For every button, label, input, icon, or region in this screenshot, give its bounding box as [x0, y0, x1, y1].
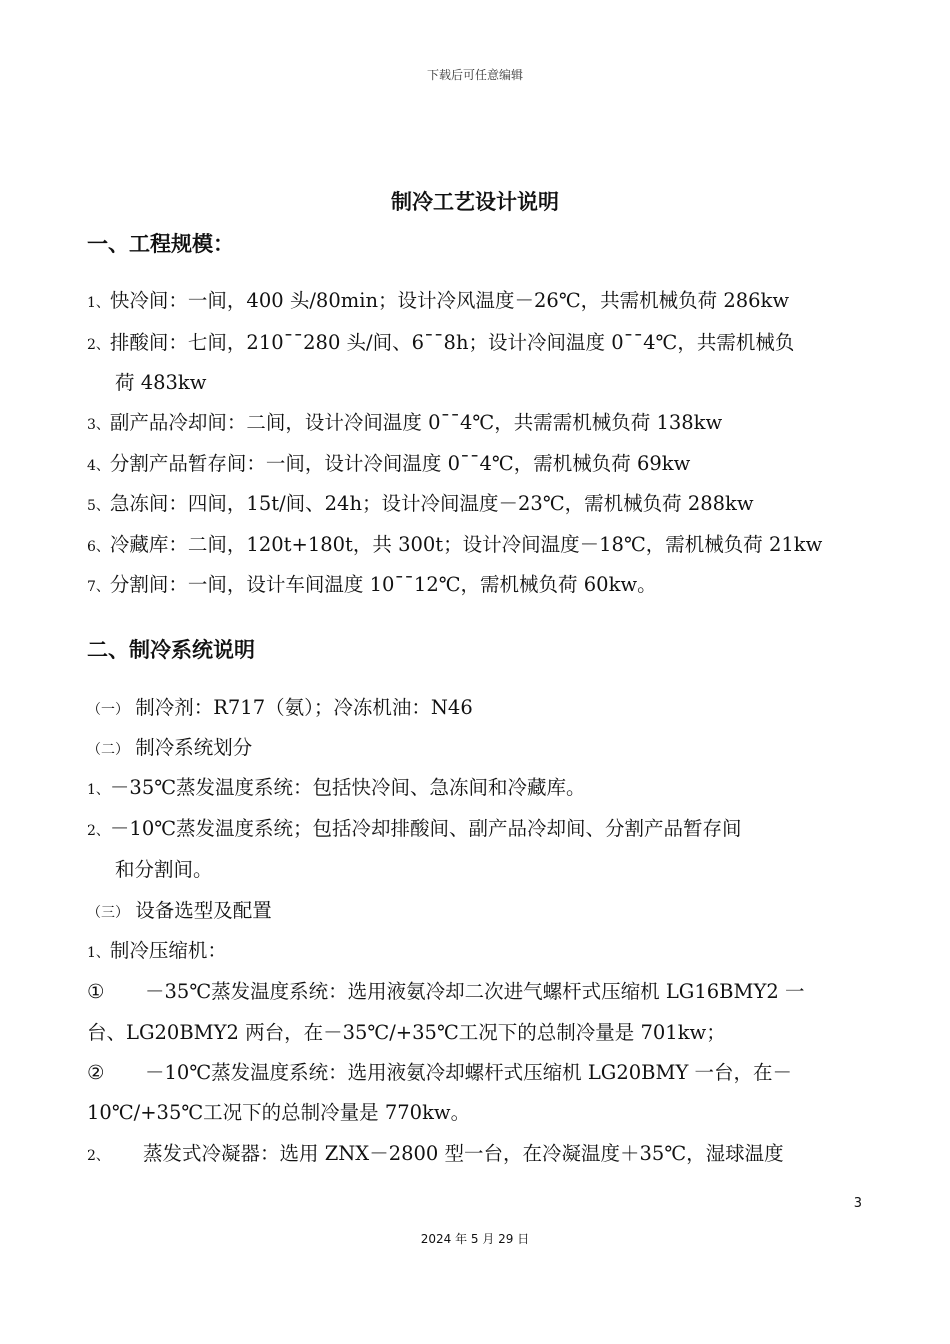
list-item [87, 531, 822, 561]
item-number: 2、 [87, 1148, 110, 1164]
section-heading-project-scale: 一、工程规模： [87, 232, 234, 256]
item-text: 快冷间：一间，400 头/80min；设计冷风温度－26℃，共需机械负荷 286kw [109, 289, 790, 312]
list-item [87, 287, 789, 317]
list-item [87, 329, 794, 359]
document-title: 制冷工艺设计说明 [391, 190, 559, 214]
circled-number: ① [87, 980, 105, 1003]
item-number: 1、 [87, 945, 110, 961]
item-continuation: 台、LG20BMY2 两台，在－35℃/+35℃工况下的总制冷量是 701kw； [87, 1021, 726, 1044]
subsection-number: （二） [87, 742, 129, 758]
subsection-refrigerant [87, 694, 473, 724]
item-number: 5、 [87, 498, 110, 514]
item-continuation: 和分割间。 [115, 858, 213, 881]
item-text: 排酸间：七间，210¯¯280 头/间、6¯¯8h；设计冷间温度 0¯¯4℃，共需机械负 [109, 331, 795, 354]
item-number: 4、 [87, 458, 110, 474]
subsection-number: （一） [87, 702, 129, 718]
item-text: 分割间：一间，设计车间温度 10¯¯12℃，需机械负荷 60kw。 [109, 573, 657, 596]
item-text: 蒸发式冷凝器：选用 ZNX－2800 型一台，在冷凝温度＋35℃，湿球温度 [143, 1142, 784, 1165]
list-item [87, 409, 722, 439]
footer-date: 2024 年 5 月 29 日 [420, 1232, 530, 1246]
list-item [87, 571, 657, 601]
section-heading-refrigeration-system: 二、制冷系统说明 [87, 638, 255, 662]
list-item [87, 490, 754, 520]
item-text: 急冻间：四间，15t/间、24h；设计冷间温度－23℃，需机械负荷 288kw [109, 492, 754, 515]
subsection-text: 设备选型及配置 [135, 899, 272, 922]
item-text: 制冷压缩机： [109, 939, 227, 962]
subsection-text: 制冷系统划分 [135, 736, 253, 759]
item-continuation: 10℃/+35℃工况下的总制冷量是 770kw。 [87, 1101, 471, 1124]
list-item [87, 450, 690, 480]
list-item [87, 815, 742, 845]
item-number: 1、 [87, 295, 110, 311]
item-text: －10℃蒸发温度系统；包括冷却排酸间、副产品冷却间、分割产品暂存间 [109, 817, 742, 840]
subsection-system-division [87, 734, 252, 764]
circled-number: ② [87, 1061, 105, 1084]
item-text: 副产品冷却间：二间，设计冷间温度 0¯¯4℃，共需需机械负荷 138kw [109, 411, 723, 434]
item-number: 2、 [87, 823, 110, 839]
subsection-text: 制冷剂：R717（氨）；冷冻机油：N46 [135, 696, 473, 719]
item-text: 分割产品暂存间：一间，设计冷间温度 0¯¯4℃，需机械负荷 69kw [109, 452, 691, 475]
list-item [87, 1140, 784, 1170]
list-item [87, 937, 227, 967]
list-item [87, 978, 804, 1006]
item-text: －10℃蒸发温度系统：选用液氨冷却螺杆式压缩机 LG20BMY 一台，在－ [145, 1061, 793, 1084]
item-number: 1、 [87, 782, 110, 798]
item-continuation: 荷 483kw [115, 371, 207, 394]
item-number: 6、 [87, 539, 110, 555]
page-number: 3 [853, 1196, 862, 1211]
item-number: 7、 [87, 579, 110, 595]
list-item [87, 1059, 792, 1087]
item-number: 3、 [87, 417, 110, 433]
list-item [87, 774, 586, 804]
item-text: －35℃蒸发温度系统：包括快冷间、急冻间和冷藏库。 [109, 776, 586, 799]
subsection-number: （三） [87, 905, 129, 921]
item-number: 2、 [87, 337, 110, 353]
page-header-note: 下载后可任意编辑 [426, 68, 523, 82]
item-text: －35℃蒸发温度系统：选用液氨冷却二次进气螺杆式压缩机 LG16BMY2 一 [145, 980, 805, 1003]
item-text: 冷藏库：二间，120t+180t，共 300t；设计冷间温度－18℃，需机械负荷 21kw [109, 533, 823, 556]
subsection-equipment [87, 897, 272, 927]
